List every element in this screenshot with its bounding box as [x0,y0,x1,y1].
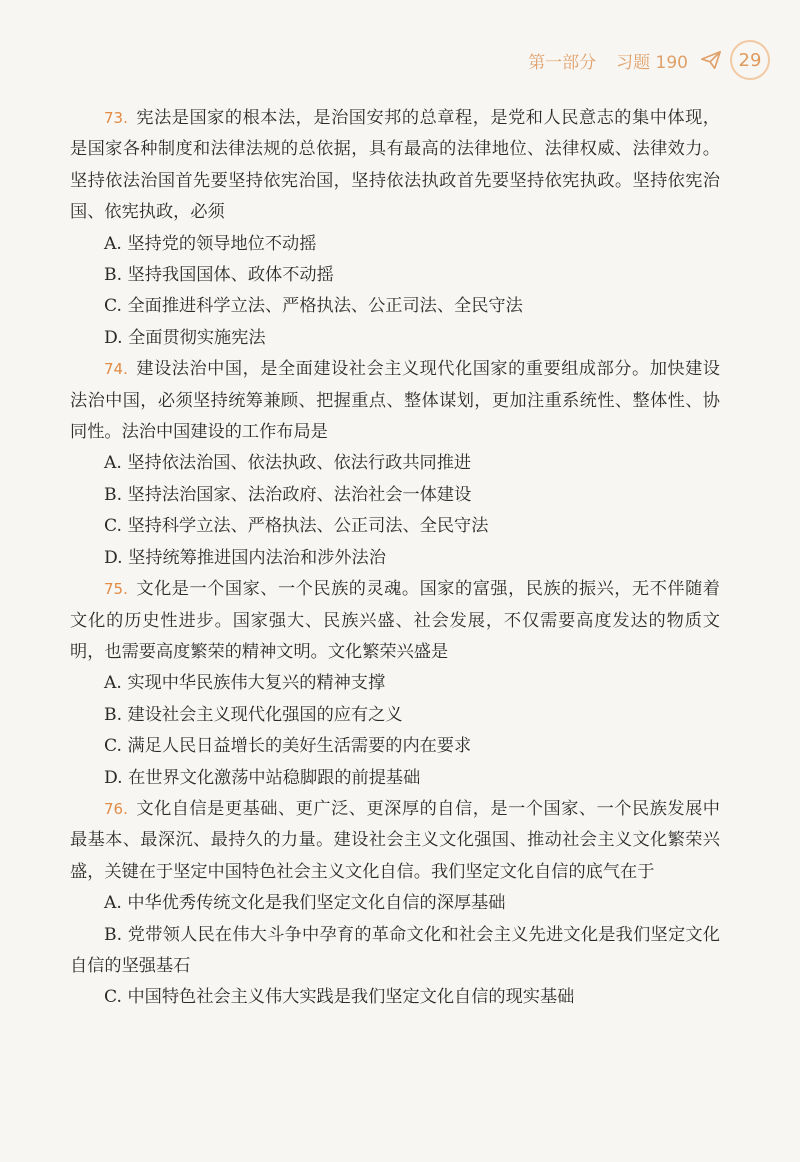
option: A. 坚持依法治国、依法执政、依法行政共同推进 [104,453,472,474]
page-number: 29 [738,49,762,71]
question-74-stem [70,354,720,448]
question-text: 文化自信是更基础、更广泛、更深厚的自信，是一个国家、一个民族发展中最基本、最深沉、最持久的力量。建设社会主义文化强国、推动社会主义文化繁荣兴盛，关键在于坚定中国特色社会主义文化自信。我们坚定文化自信的底气在于 [70,798,720,882]
option: C. 满足人民日益增长的美好生活需要的内在要求 [104,736,472,757]
option: A. 实现中华民族伟大复兴的精神支撑 [104,673,386,694]
option: C. 全面推进科学立法、严格执法、公正司法、全民守法 [104,296,523,317]
option: D. 坚持统筹推进国内法治和涉外法治 [104,547,386,568]
question-list [70,103,720,1014]
question-number: 76. [104,799,128,818]
running-header [528,40,770,80]
option: B. 坚持我国国体、政体不动摇 [104,265,334,286]
question-text: 文化是一个国家、一个民族的灵魂。国家的富强，民族的振兴，无不伴随着文化的历史性进步。国家强大、民族兴盛、社会发展，不仅需要高度发达的物质文明，也需要高度繁荣的精神文明。文化繁荣兴盛是 [70,579,720,662]
option: C. 坚持科学立法、严格执法、公正司法、全民守法 [104,516,489,537]
question-number: 73. [104,109,128,127]
section-label: 第一部分 [528,52,597,73]
question-text: 建设法治中国，是全面建设社会主义现代化国家的重要组成部分。加快建设法治中国，必须坚持统筹兼顾、把握重点、整体谋划，更加注重系统性、整体性、协同性。法治中国建设的工作布局是 [70,359,720,443]
exercise-label: 习题 190 [616,52,688,73]
question-text: 宪法是国家的根本法，是治国安邦的总章程，是党和人民意志的集中体现，是国家各种制度和法律法规的总依据，具有最高的法律地位、法律权威、法律效力。坚持依法治国首先要坚持依宪治国，坚持依法执政首先要坚持依宪执政。坚持依宪治国、依宪执政，必须 [70,108,720,223]
paper-plane-icon [700,49,722,71]
question-number: 74. [104,360,128,379]
option: D. 全面贯彻实施宪法 [104,327,266,348]
question-75-stem [70,574,720,668]
option: A. 中华优秀传统文化是我们坚定文化自信的深厚基础 [104,893,506,914]
option: D. 在世界文化激荡中站稳脚跟的前提基础 [104,767,421,788]
option: B. 建设社会主义现代化强国的应有之义 [104,704,403,725]
option: C. 中国特色社会主义伟大实践是我们坚定文化自信的现实基础 [104,987,575,1008]
option: B. 坚持法治国家、法治政府、法治社会一体建设 [104,484,472,505]
option: B. 党带领人民在伟大斗争中孕育的革命文化和社会主义先进文化是我们坚定文化自信的坚强基石 [70,924,720,976]
page-number-badge [730,40,770,80]
question-73-stem [70,103,720,229]
option: A. 坚持党的领导地位不动摇 [104,233,317,254]
question-76-stem [70,794,720,888]
question-number: 75. [104,580,128,599]
